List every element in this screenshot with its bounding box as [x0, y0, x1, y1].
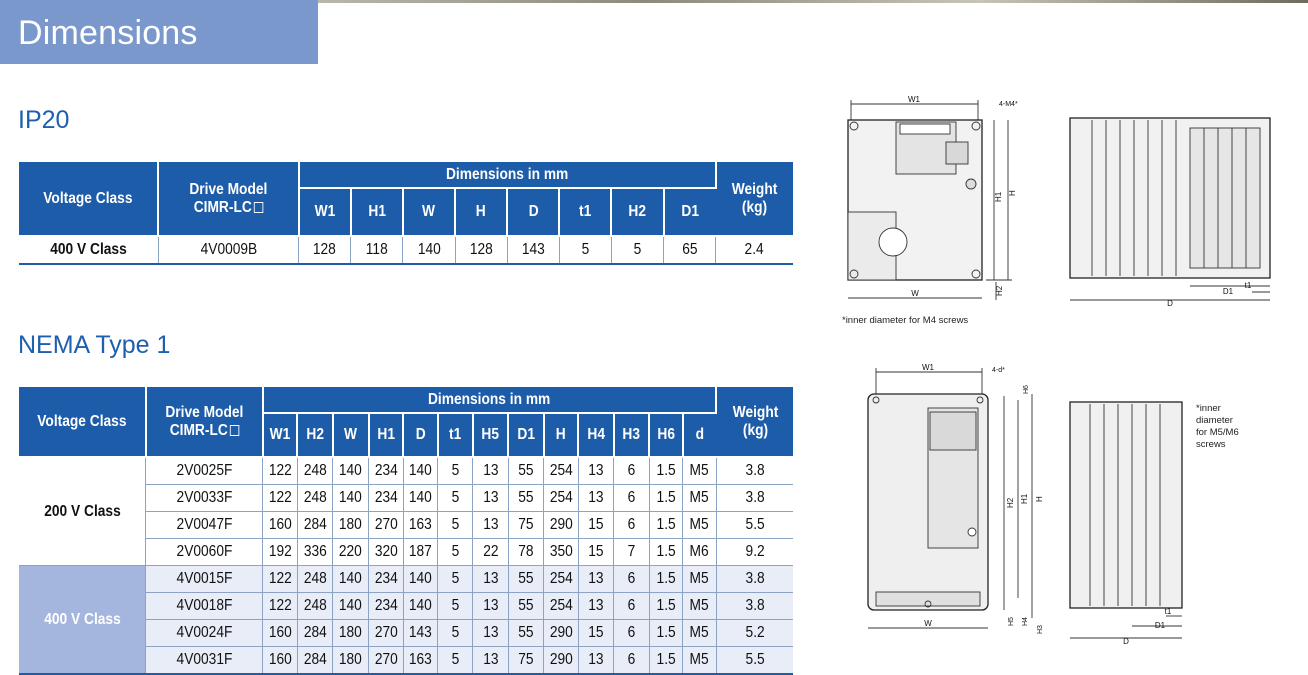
weight-cell: 3.8 — [716, 485, 793, 512]
nema-label-h4: H4 — [1022, 617, 1029, 626]
dimension-cell-d1: 65 — [664, 236, 716, 264]
dimension-cell-h2: 248 — [297, 457, 333, 485]
dimension-cell-t1: 5 — [438, 457, 473, 485]
voltage-class-header: Voltage Class — [19, 162, 158, 236]
column-header-h4: H4 — [578, 413, 613, 457]
voltage-class-cell: 400 V Class — [19, 236, 158, 264]
dimension-cell-w: 180 — [333, 512, 369, 539]
dimension-cell-h3: 6 — [614, 512, 649, 539]
drive-model-cell: 2V0025F — [146, 457, 263, 485]
ip20-label-h: H — [1008, 190, 1017, 196]
ip20-label-h1: H1 — [994, 191, 1003, 202]
dimension-cell-w1: 160 — [263, 512, 298, 539]
nema-note-line: for M5/M6 — [1196, 427, 1239, 438]
dimension-cell-h4: 13 — [578, 485, 613, 512]
dimension-cell-h3: 7 — [614, 539, 649, 566]
dimension-cell-w1: 160 — [263, 647, 298, 675]
dimension-cell-h: 290 — [544, 512, 579, 539]
dimension-cell-d: M5 — [683, 620, 716, 647]
dimension-cell-d: 143 — [507, 236, 559, 264]
nema-label-h1: H1 — [1020, 493, 1029, 504]
column-header-d: D — [403, 413, 438, 457]
column-header-t1: t1 — [559, 188, 611, 236]
dimensions-header: Dimensions in mm — [299, 162, 716, 188]
column-header-w: W — [333, 413, 369, 457]
dimension-cell-h1: 270 — [369, 647, 404, 675]
table-row — [19, 457, 793, 485]
drive-model-cell: 4V0018F — [146, 593, 263, 620]
nema-heading: NEMA Type 1 — [18, 331, 171, 359]
drive-model-cell: 4V0009B — [158, 236, 298, 264]
drive-model-header: Drive Model CIMR-LC — [146, 387, 263, 457]
dimension-cell-d: 140 — [403, 566, 438, 593]
weight-cell: 5.5 — [716, 647, 793, 675]
nema-label-h6: H6 — [1023, 385, 1030, 394]
dimension-cell-h2: 248 — [297, 566, 333, 593]
nema-dimensions-table — [19, 387, 793, 675]
dimension-cell-w: 140 — [333, 566, 369, 593]
ip20-label-w1: W1 — [908, 95, 920, 104]
dimension-cell-w: 140 — [333, 593, 369, 620]
nema-label-h: H — [1035, 496, 1044, 502]
weight-cell: 2.4 — [716, 236, 793, 264]
dimension-cell-t1: 5 — [438, 539, 473, 566]
column-header-h: H — [455, 188, 507, 236]
ip20-drawing-note: *inner diameter for M4 screws — [842, 315, 969, 326]
dimension-cell-h: 290 — [544, 620, 579, 647]
dimension-cell-t1: 5 — [438, 566, 473, 593]
ip20-label-w: W — [911, 289, 919, 298]
dimension-cell-h3: 6 — [614, 457, 649, 485]
nema-label-h2: H2 — [1006, 497, 1015, 508]
ip20-label-screw: 4-M4* — [999, 101, 1018, 108]
dimension-cell-w: 180 — [333, 620, 369, 647]
nema-note-line: diameter — [1196, 415, 1233, 426]
dimension-cell-h4: 13 — [578, 566, 613, 593]
drive-model-cell: 4V0024F — [146, 620, 263, 647]
column-header-w1: W1 — [263, 413, 298, 457]
voltage-class-cell: 200 V Class — [19, 457, 146, 566]
top-decorative-band — [318, 0, 1308, 3]
nema-drawing-note — [1196, 403, 1239, 451]
dimension-cell-h6: 1.5 — [649, 539, 682, 566]
dimensions-header: Dimensions in mm — [263, 387, 716, 413]
dimension-cell-h3: 6 — [614, 593, 649, 620]
dimension-cell-h4: 13 — [578, 647, 613, 675]
dimension-cell-w1: 192 — [263, 539, 298, 566]
column-header-w1: W1 — [299, 188, 351, 236]
dimension-cell-w1: 122 — [263, 485, 298, 512]
dimension-cell-t1: 5 — [438, 620, 473, 647]
nema-note-line: *inner — [1196, 403, 1221, 414]
dimension-cell-h1: 234 — [369, 593, 404, 620]
dimension-cell-d: 140 — [403, 457, 438, 485]
page-title: Dimensions — [18, 14, 198, 52]
ip20-heading: IP20 — [18, 106, 70, 134]
column-header-d1: D1 — [664, 188, 716, 236]
dimension-cell-t1: 5 — [438, 647, 473, 675]
dimension-cell-d: 140 — [403, 485, 438, 512]
dimension-cell-h4: 13 — [578, 593, 613, 620]
page-title-bar — [0, 0, 318, 64]
dimension-cell-h: 254 — [544, 593, 579, 620]
dimension-cell-h5: 13 — [473, 512, 508, 539]
dimension-cell-d1: 75 — [508, 647, 543, 675]
nema-label-h3: H3 — [1037, 625, 1044, 634]
column-header-h2: H2 — [297, 413, 333, 457]
dimension-cell-h6: 1.5 — [649, 566, 682, 593]
ip20-label-d: D — [1167, 299, 1173, 308]
dimension-cell-h1: 270 — [369, 620, 404, 647]
weight-cell: 3.8 — [716, 593, 793, 620]
dimension-cell-w: 180 — [333, 647, 369, 675]
column-header-t1: t1 — [438, 413, 473, 457]
ip20-label-d1: D1 — [1222, 287, 1234, 296]
dimension-cell-h6: 1.5 — [649, 457, 682, 485]
dimension-cell-h6: 1.5 — [649, 512, 682, 539]
dimension-cell-h6: 1.5 — [649, 647, 682, 675]
weight-cell: 3.8 — [716, 457, 793, 485]
ip20-side-view-drawing — [1062, 108, 1280, 308]
dimension-cell-h6: 1.5 — [649, 485, 682, 512]
nema-label-d1: D1 — [1154, 621, 1166, 630]
table-row — [19, 236, 793, 264]
dimension-cell-h: 254 — [544, 457, 579, 485]
column-header-d: d — [683, 413, 716, 457]
dimension-cell-d: M5 — [683, 485, 716, 512]
weight-cell: 5.5 — [716, 512, 793, 539]
drive-model-cell: 2V0060F — [146, 539, 263, 566]
dimension-cell-h3: 6 — [614, 566, 649, 593]
dimension-cell-w1: 122 — [263, 457, 298, 485]
dimension-cell-h2: 336 — [297, 539, 333, 566]
dimension-cell-h4: 15 — [578, 512, 613, 539]
dimension-cell-h1: 234 — [369, 566, 404, 593]
dimension-cell-h2: 284 — [297, 620, 333, 647]
weight-cell: 5.2 — [716, 620, 793, 647]
column-header-w: W — [403, 188, 455, 236]
dimension-cell-d: M6 — [683, 539, 716, 566]
nema-side-view-drawing — [1062, 396, 1192, 646]
dimension-cell-h6: 1.5 — [649, 593, 682, 620]
dimension-cell-h2: 248 — [297, 485, 333, 512]
dimension-cell-d: M5 — [683, 457, 716, 485]
dimension-cell-h5: 13 — [473, 647, 508, 675]
dimension-cell-d1: 78 — [508, 539, 543, 566]
drive-model-cell: 4V0031F — [146, 647, 263, 675]
column-header-h5: H5 — [473, 413, 508, 457]
weight-header: Weight (kg) — [716, 162, 793, 236]
voltage-class-cell: 400 V Class — [19, 566, 146, 675]
dimension-cell-d1: 55 — [508, 485, 543, 512]
dimension-cell-w: 220 — [333, 539, 369, 566]
nema-front-view-drawing — [856, 356, 1056, 646]
drive-model-header: Drive Model CIMR-LC — [158, 162, 298, 236]
dimension-cell-d: 163 — [403, 512, 438, 539]
dimension-cell-w: 140 — [403, 236, 455, 264]
dimension-cell-w: 140 — [333, 457, 369, 485]
dimension-cell-h3: 6 — [614, 647, 649, 675]
ip20-front-view-drawing — [836, 92, 1036, 330]
drive-model-cell: 2V0047F — [146, 512, 263, 539]
dimension-cell-t1: 5 — [438, 593, 473, 620]
column-header-h1: H1 — [351, 188, 403, 236]
dimension-cell-h2: 248 — [297, 593, 333, 620]
ip20-label-t1: t1 — [1244, 281, 1252, 290]
dimension-cell-w1: 122 — [263, 566, 298, 593]
dimension-cell-d1: 55 — [508, 593, 543, 620]
weight-header: Weight (kg) — [716, 387, 793, 457]
dimension-cell-t1: 5 — [559, 236, 611, 264]
nema-label-w1: W1 — [922, 363, 934, 372]
dimension-cell-h1: 234 — [369, 457, 404, 485]
dimension-cell-h1: 234 — [369, 485, 404, 512]
dimension-cell-h2: 5 — [611, 236, 663, 264]
dimension-cell-h: 128 — [455, 236, 507, 264]
dimension-cell-h2: 284 — [297, 512, 333, 539]
dimension-cell-h5: 13 — [473, 566, 508, 593]
dimension-cell-d: M5 — [683, 593, 716, 620]
dimension-cell-h2: 284 — [297, 647, 333, 675]
dimension-cell-h: 350 — [544, 539, 579, 566]
dimension-cell-d1: 55 — [508, 620, 543, 647]
dimension-cell-h5: 13 — [473, 620, 508, 647]
dimension-cell-d1: 55 — [508, 457, 543, 485]
column-header-h: H — [544, 413, 579, 457]
weight-cell: 9.2 — [716, 539, 793, 566]
column-header-h1: H1 — [369, 413, 404, 457]
nema-note-line: screws — [1196, 439, 1226, 450]
dimension-cell-d: M5 — [683, 566, 716, 593]
dimension-cell-w1: 160 — [263, 620, 298, 647]
dimension-cell-h: 254 — [544, 566, 579, 593]
dimension-cell-d: 143 — [403, 620, 438, 647]
dimension-cell-w: 140 — [333, 485, 369, 512]
dimension-cell-d: M5 — [683, 647, 716, 675]
column-header-d: D — [507, 188, 559, 236]
ip20-label-h2: H2 — [995, 285, 1004, 296]
voltage-class-header: Voltage Class — [19, 387, 146, 457]
dimension-cell-h1: 118 — [351, 236, 403, 264]
dimension-cell-d: 140 — [403, 593, 438, 620]
nema-label-screw: 4-d* — [992, 367, 1005, 374]
dimension-cell-h1: 320 — [369, 539, 404, 566]
dimension-cell-h5: 13 — [473, 457, 508, 485]
nema-label-t1: t1 — [1164, 607, 1172, 616]
column-header-h6: H6 — [649, 413, 682, 457]
dimension-cell-h3: 6 — [614, 485, 649, 512]
dimension-cell-d: 187 — [403, 539, 438, 566]
dimension-cell-t1: 5 — [438, 512, 473, 539]
dimension-cell-h: 290 — [544, 647, 579, 675]
dimension-cell-h4: 15 — [578, 620, 613, 647]
dimension-cell-w1: 128 — [299, 236, 351, 264]
dimension-cell-d: 163 — [403, 647, 438, 675]
nema-label-h5: H5 — [1008, 617, 1015, 626]
table-row — [19, 566, 793, 593]
dimension-cell-h4: 15 — [578, 539, 613, 566]
dimension-cell-d1: 75 — [508, 512, 543, 539]
dimension-cell-d1: 55 — [508, 566, 543, 593]
dimension-cell-h3: 6 — [614, 620, 649, 647]
dimension-cell-h5: 13 — [473, 485, 508, 512]
dimension-cell-w1: 122 — [263, 593, 298, 620]
dimension-cell-t1: 5 — [438, 485, 473, 512]
dimension-cell-h4: 13 — [578, 457, 613, 485]
column-header-h2: H2 — [611, 188, 663, 236]
drive-model-cell: 2V0033F — [146, 485, 263, 512]
dimension-cell-h1: 270 — [369, 512, 404, 539]
dimension-cell-h: 254 — [544, 485, 579, 512]
drive-model-cell: 4V0015F — [146, 566, 263, 593]
column-header-d1: D1 — [508, 413, 543, 457]
nema-label-d: D — [1123, 637, 1129, 646]
dimension-cell-h5: 13 — [473, 593, 508, 620]
weight-cell: 3.8 — [716, 566, 793, 593]
dimension-cell-h5: 22 — [473, 539, 508, 566]
nema-label-w: W — [924, 619, 932, 628]
column-header-h3: H3 — [614, 413, 649, 457]
dimension-cell-h6: 1.5 — [649, 620, 682, 647]
ip20-dimensions-table — [19, 162, 793, 265]
dimension-cell-d: M5 — [683, 512, 716, 539]
